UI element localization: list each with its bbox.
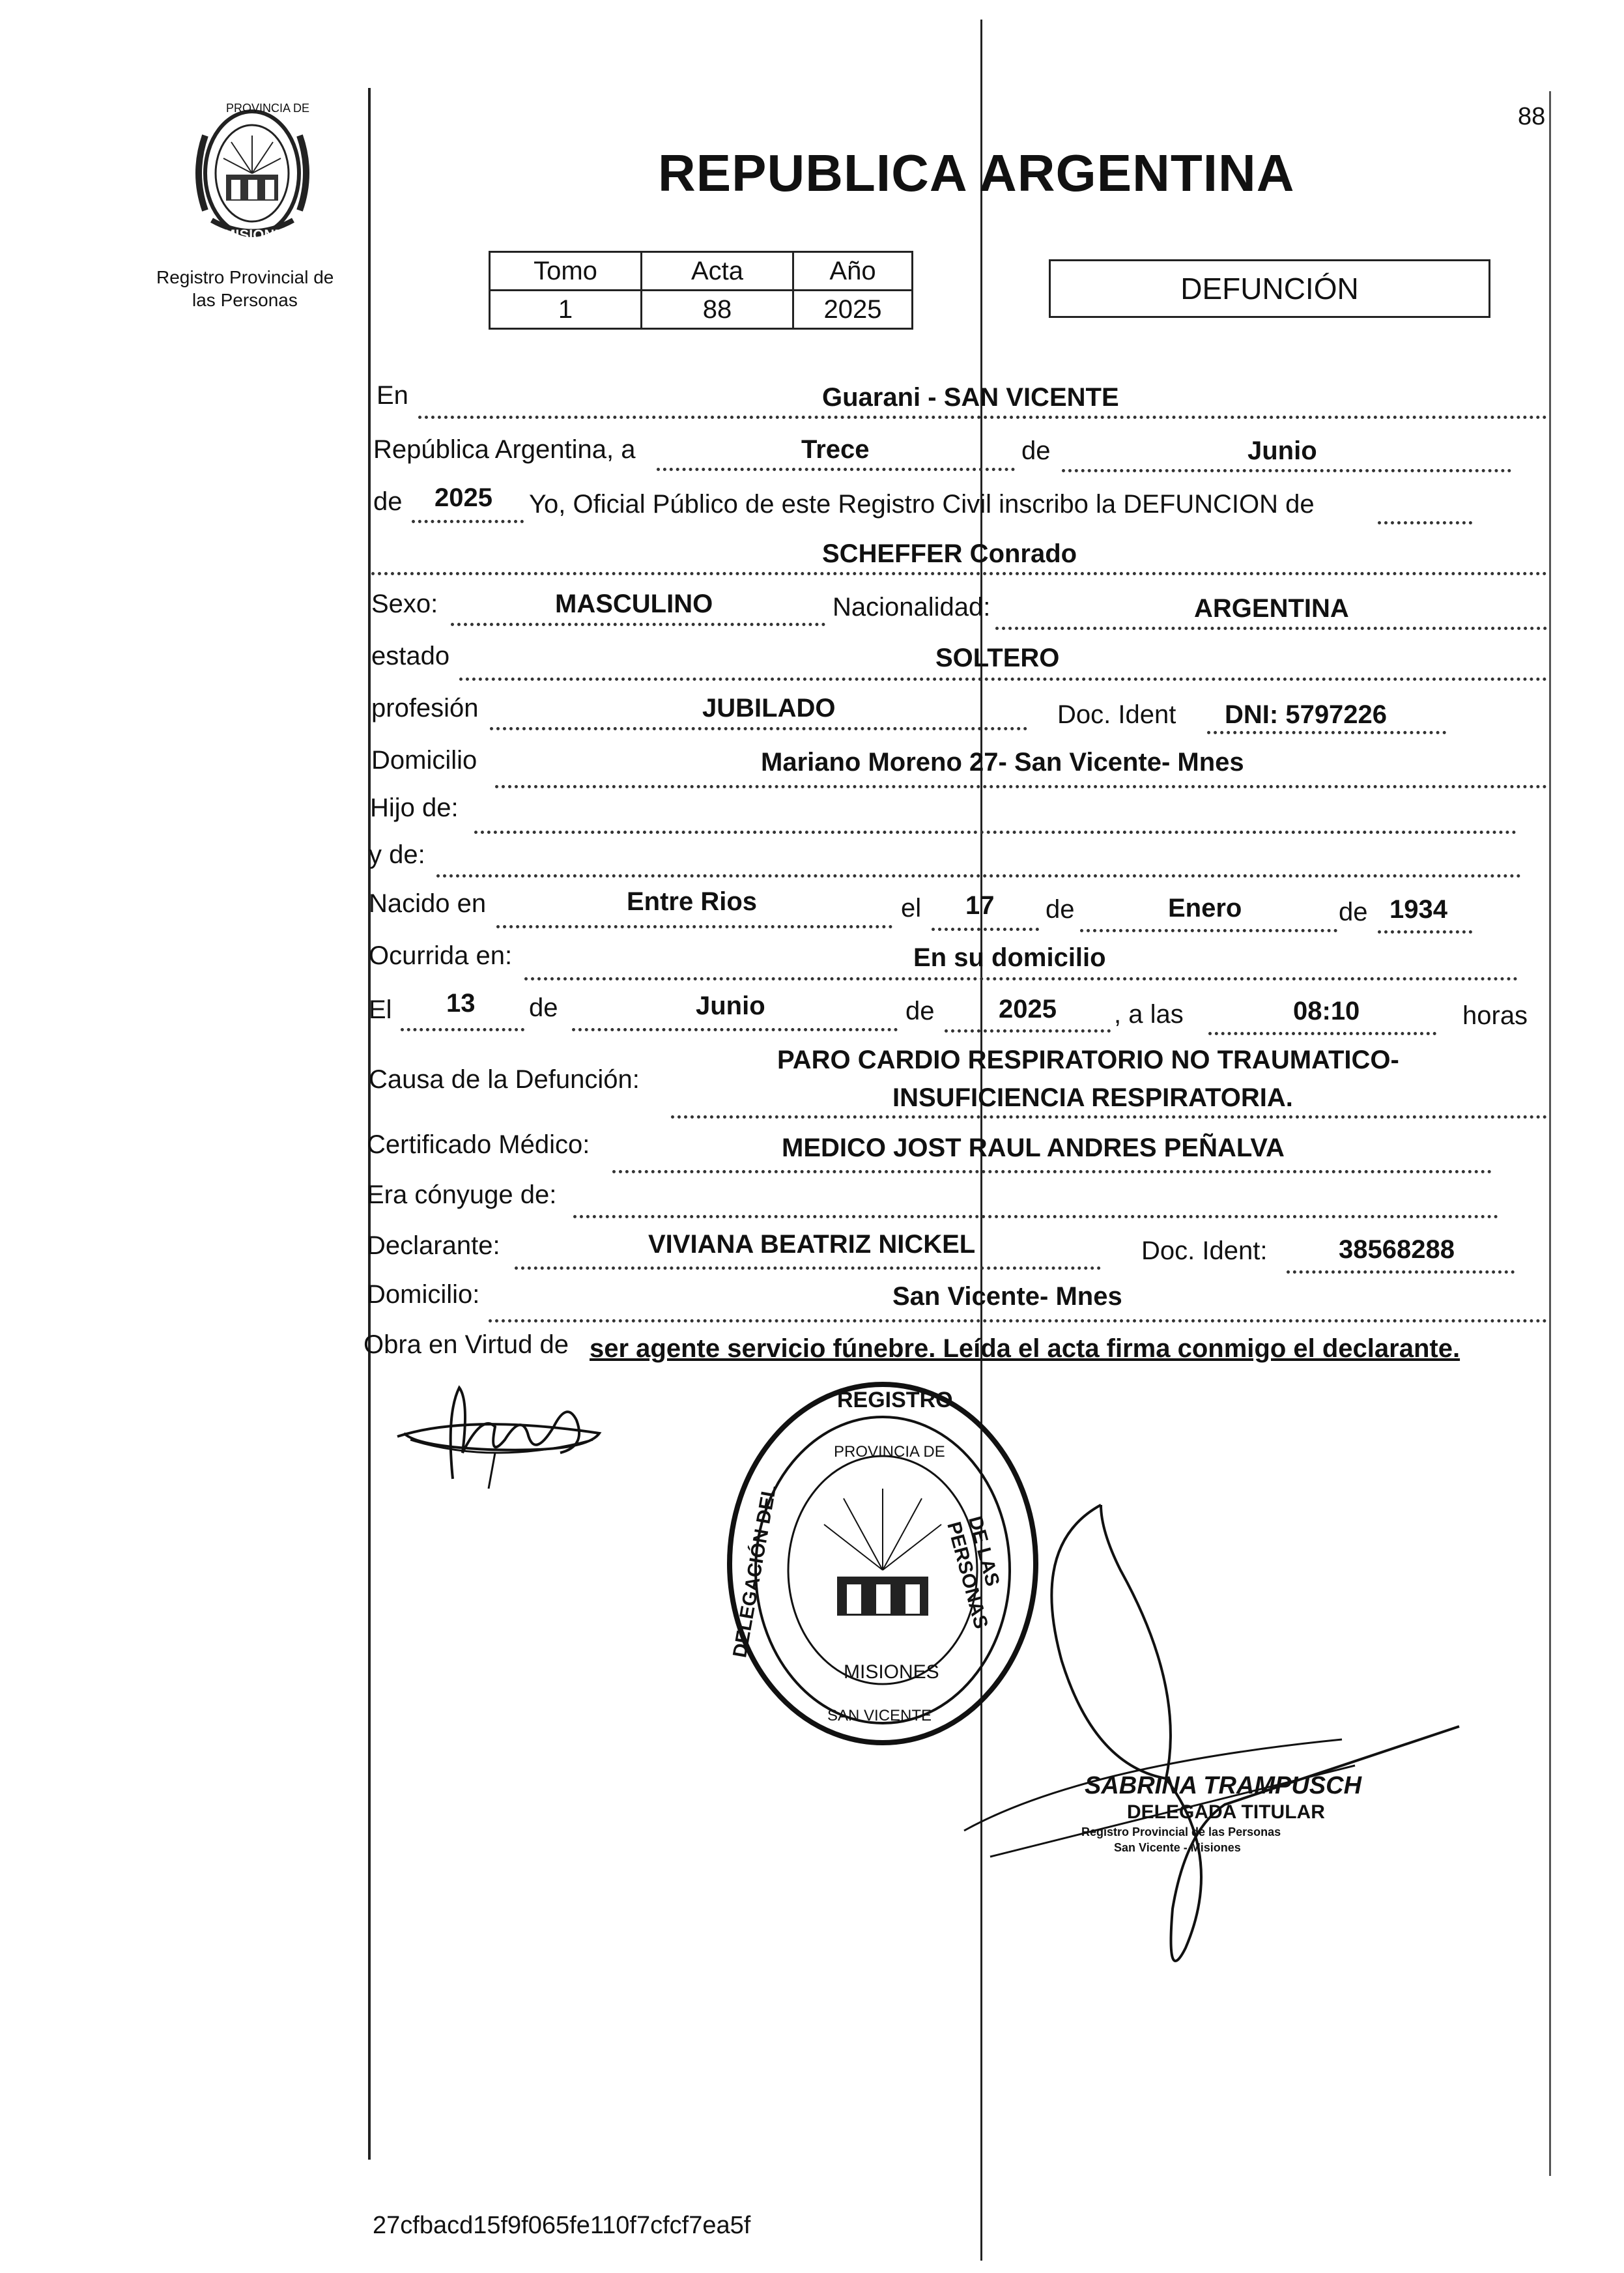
doc-ident-value: DNI: 5797226 bbox=[1225, 700, 1388, 729]
sexo-dots-line bbox=[451, 623, 825, 626]
page-number: 88 bbox=[1518, 103, 1546, 130]
certificado-dots bbox=[612, 1170, 1492, 1173]
ocurrida-dots bbox=[524, 977, 1518, 980]
domicilio-label: Domicilio bbox=[371, 746, 477, 775]
declarante-doc-dots bbox=[1287, 1270, 1515, 1274]
nacionalidad-label: Nacionalidad: bbox=[833, 593, 991, 622]
declarante-domicilio-dots bbox=[489, 1319, 1547, 1322]
name-dots bbox=[371, 572, 1547, 575]
republica-label: República Argentina, a bbox=[373, 435, 636, 464]
certificado-value: MEDICO JOST RAUL ANDRES PEÑALVA bbox=[782, 1134, 1285, 1162]
obra-label: Obra en Virtud de bbox=[363, 1330, 569, 1359]
act-type: DEFUNCIÓN bbox=[1180, 272, 1359, 306]
de-label-4: de bbox=[1339, 898, 1368, 926]
doc-ident-label: Doc. Ident bbox=[1057, 700, 1176, 729]
nacionalidad-value: ARGENTINA bbox=[1194, 594, 1349, 623]
official-signature bbox=[951, 1492, 1472, 1987]
act-type-box bbox=[1049, 259, 1490, 318]
declarante-dots bbox=[515, 1266, 1101, 1270]
acta-header: Acta bbox=[642, 252, 793, 291]
birth-month: Enero bbox=[1168, 894, 1242, 922]
certificado-label: Certificado Médico: bbox=[367, 1130, 590, 1159]
registry-name-line2: las Personas bbox=[192, 290, 298, 310]
nacido-dots bbox=[496, 925, 892, 928]
conyuge-dots bbox=[573, 1215, 1498, 1218]
death-month: Junio bbox=[696, 992, 765, 1020]
deceased-name: SCHEFFER Conrado bbox=[822, 539, 1077, 568]
en-value: Guarani - SAN VICENTE bbox=[822, 383, 1119, 412]
causa-dots bbox=[671, 1115, 1547, 1119]
death-time: 08:10 bbox=[1293, 997, 1360, 1025]
declarante-domicilio-value: San Vicente- Mnes bbox=[892, 1282, 1122, 1311]
declarante-doc-label: Doc. Ident: bbox=[1141, 1237, 1268, 1265]
seal-top-text: PROVINCIA DE bbox=[226, 102, 310, 115]
right-margin-line bbox=[1549, 91, 1551, 2176]
stamp-inner-bottom: MISIONES bbox=[844, 1661, 939, 1683]
obra-value: ser agente servicio fúnebre. Leída el acta firma conmigo el declarante. bbox=[590, 1334, 1460, 1363]
death-day-dots bbox=[401, 1028, 524, 1031]
stamp-ring-left: DELEGACIÓN DEL bbox=[729, 1483, 781, 1659]
declarante-doc-value: 38568288 bbox=[1339, 1235, 1455, 1264]
y-de-label: y de: bbox=[369, 840, 425, 869]
anio-header: Año bbox=[793, 252, 913, 291]
tomo-header: Tomo bbox=[490, 252, 642, 291]
de-label-5: de bbox=[529, 994, 558, 1022]
causa-label: Causa de la Defunción: bbox=[369, 1065, 640, 1094]
de-label-1: de bbox=[1021, 436, 1051, 465]
sexo-value: MASCULINO bbox=[555, 590, 713, 618]
profesion-dots bbox=[490, 727, 1027, 730]
birth-place: Entre Rios bbox=[627, 887, 758, 916]
birth-month-dots bbox=[1080, 929, 1337, 932]
a-las-label: , a las bbox=[1114, 1000, 1184, 1029]
tomo-value: 1 bbox=[490, 291, 642, 329]
declarante-domicilio-label: Domicilio: bbox=[367, 1280, 480, 1309]
stamp-top-text: REGISTRO bbox=[837, 1388, 953, 1412]
seal-bottom-text: MISIONES bbox=[223, 227, 294, 243]
death-time-dots bbox=[1208, 1032, 1436, 1035]
en-dots bbox=[418, 416, 1547, 419]
domicilio-value: Mariano Moreno 27- San Vicente- Mnes bbox=[761, 748, 1244, 777]
death-year-dots bbox=[945, 1029, 1111, 1033]
death-year: 2025 bbox=[999, 995, 1057, 1023]
declarante-value: VIVIANA BEATRIZ NICKEL bbox=[648, 1230, 976, 1259]
reference-table bbox=[489, 251, 913, 330]
doc-ident-dots bbox=[1207, 731, 1446, 734]
left-margin-line bbox=[368, 88, 371, 2160]
yo-dots bbox=[1378, 521, 1472, 524]
birth-year-dots bbox=[1378, 930, 1472, 934]
official-org-line1: Registro Provincial de las Personas bbox=[1081, 1825, 1281, 1838]
hijo-de-dots bbox=[474, 831, 1517, 834]
el-label: el bbox=[901, 894, 922, 922]
death-day-text: Trece bbox=[801, 435, 870, 464]
death-month-dots bbox=[572, 1028, 898, 1031]
profesion-label: profesión bbox=[371, 694, 479, 722]
profesion-value: JUBILADO bbox=[702, 694, 836, 722]
causa-line-2: INSUFICIENCIA RESPIRATORIA. bbox=[892, 1083, 1293, 1112]
de-label-6: de bbox=[905, 997, 935, 1025]
anio-value: 2025 bbox=[793, 291, 913, 329]
acta-value: 88 bbox=[642, 291, 793, 329]
nacido-label: Nacido en bbox=[369, 889, 487, 918]
de-label-3: de bbox=[1046, 895, 1075, 924]
official-org-line2: San Vicente - Misiones bbox=[1114, 1841, 1241, 1854]
estado-label: estado bbox=[371, 642, 450, 670]
el2-label: El bbox=[369, 995, 392, 1024]
record-year: 2025 bbox=[434, 483, 492, 512]
en-label: En bbox=[377, 381, 408, 410]
hijo-de-label: Hijo de: bbox=[370, 793, 459, 822]
official-title: DELEGADA TITULAR bbox=[1127, 1801, 1325, 1823]
death-month-text: Junio bbox=[1247, 436, 1317, 465]
y-de-dots bbox=[436, 874, 1521, 878]
birth-day: 17 bbox=[965, 891, 995, 920]
ocurrida-label: Ocurrida en: bbox=[369, 941, 513, 970]
causa-line-1: PARO CARDIO RESPIRATORIO NO TRAUMATICO- bbox=[777, 1046, 1399, 1074]
conyuge-label: Era cónyuge de: bbox=[367, 1180, 557, 1209]
birth-year: 1934 bbox=[1389, 895, 1447, 924]
estado-value: SOLTERO bbox=[935, 644, 1060, 672]
document-hash: 27cfbacd15f9f065fe110f7cfcf7ea5f bbox=[373, 2212, 751, 2239]
document-title: REPUBLICA ARGENTINA bbox=[658, 144, 1295, 202]
nacionalidad-dots bbox=[995, 627, 1547, 630]
domicilio-dots bbox=[495, 785, 1547, 788]
year-dots bbox=[412, 520, 524, 523]
official-name: SABRINA TRAMPUSCH bbox=[1085, 1772, 1362, 1799]
stamp-bottom-text: SAN VICENTE bbox=[827, 1707, 932, 1724]
month-dots bbox=[1062, 469, 1511, 472]
declarant-signature bbox=[391, 1375, 612, 1498]
yo-statement: Yo, Oficial Público de este Registro Civil inscribo la DEFUNCION de bbox=[529, 490, 1315, 519]
stamp-ring-right: DE LAS PERSONAS bbox=[943, 1513, 1004, 1631]
ocurrida-value: En su domicilio bbox=[913, 943, 1106, 972]
de-label-2: de bbox=[373, 487, 403, 516]
horas-label: horas bbox=[1462, 1001, 1528, 1030]
registry-name-line1: Registro Provincial de bbox=[156, 267, 334, 287]
sexo-label: Sexo: bbox=[371, 590, 438, 618]
death-day-number: 13 bbox=[446, 989, 476, 1018]
province-seal-logo bbox=[186, 96, 319, 250]
declarante-label: Declarante: bbox=[367, 1231, 500, 1260]
birth-day-dots bbox=[932, 928, 1039, 931]
day-dots bbox=[657, 468, 1015, 471]
estado-dots bbox=[459, 678, 1547, 681]
stamp-inner-top: PROVINCIA DE bbox=[834, 1443, 945, 1461]
